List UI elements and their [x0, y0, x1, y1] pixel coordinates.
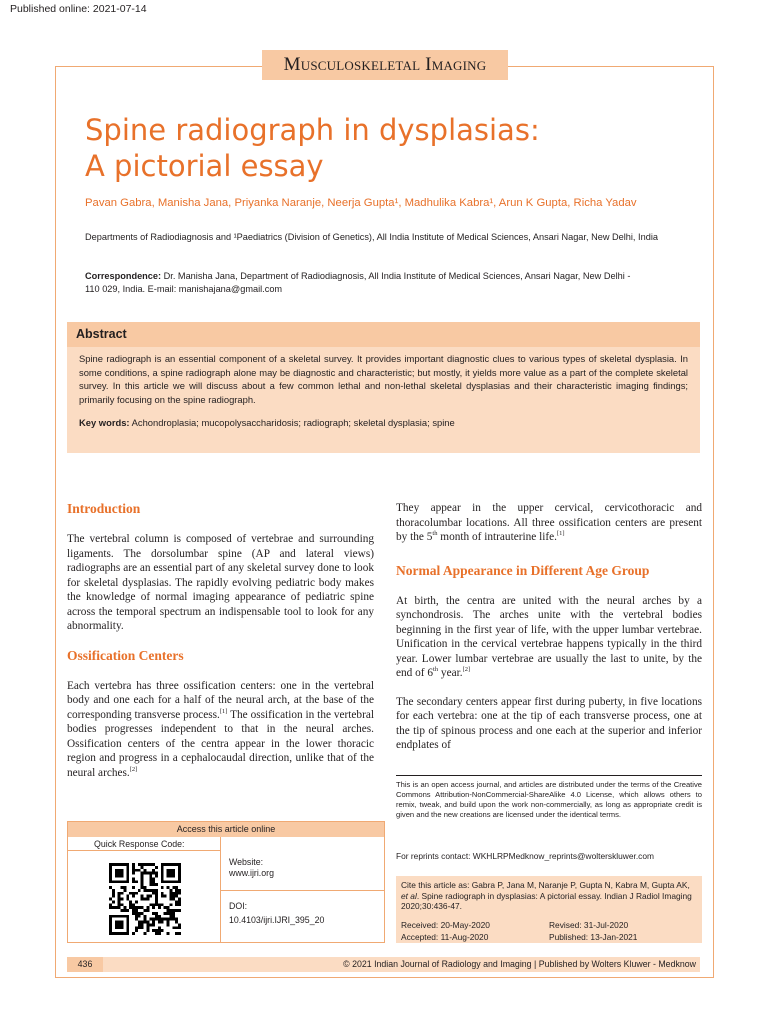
qr-label: Quick Response Code: [68, 837, 220, 851]
section-tag: Musculoskeletal Imaging [262, 50, 508, 80]
access-online-box [67, 821, 385, 943]
introduction-heading: Introduction [67, 501, 141, 516]
citation-etal: et al [401, 890, 417, 901]
received-date: Received: 20-May-2020 [401, 920, 490, 930]
centers-paragraph [396, 501, 702, 545]
keywords-text: Achondroplasia; mucopolysaccharidosis; radiograph; skeletal dysplasia; spine [129, 417, 455, 428]
correspondence [85, 270, 645, 296]
ossification-heading: Ossification Centers [67, 647, 184, 663]
accepted-date: Accepted: 11-Aug-2020 [401, 931, 489, 942]
copyright-line: © 2021 Indian Journal of Radiology and Imaging | Published by Wolters Kluwer - Medknow [343, 959, 696, 969]
centers-ref[interactable]: [1] [557, 530, 565, 538]
doi-value[interactable]: 10.4103/ijri.IJRI_395_20 [229, 915, 325, 925]
correspondence-label: Correspondence: [85, 271, 162, 281]
centers-superscript: th [432, 530, 438, 538]
website-block [229, 857, 274, 879]
correspondence-text: Dr. Manisha Jana, Department of Radiodiagnosis, All India Institute of Medical Sciences, Ansari Nagar, New Delhi - 110 029, India. E-mail: manishajana@gmail.com [85, 271, 631, 294]
author-list: Pavan Gabra, Manisha Jana, Priyanka Naranje, Neerja Gupta¹, Madhulika Kabra¹, Arun K Gupta, Richa Yadav [85, 197, 637, 209]
ossification-ref-1[interactable]: [1] [219, 707, 228, 715]
normal-text-b: year. [438, 667, 463, 679]
affiliation: Departments of Radiodiagnosis and ¹Paediatrics (Division of Genetics), All India Institute of Medical Sciences, Ansari Nagar, New Delhi, India [85, 232, 658, 242]
doi-label: DOI: [229, 901, 248, 911]
doi-block [229, 899, 324, 927]
centers-text-a: They appear in the upper cervical, cervicothoracic and thoracolumbar locations. All three ossification centers are present by the 5 [396, 502, 702, 543]
website-label: Website: [229, 857, 264, 867]
abstract-text: Spine radiograph is an essential component of a skeletal survey. It provides important diagnostic clues to various types of skeletal dysplasia. In some conditions, a spine radiograph alone may be diagnostic and characteristic; but mostly, it yields more value as a part of the complete skeletal survey. In this article we will discuss about a few common lethal and non-lethal skeletal dysplasias and their characteristic imaging findings; primarily focusing on the spine radiograph. [79, 353, 688, 405]
title-line-2: A pictorial essay [85, 149, 324, 183]
doi-divider [221, 890, 384, 891]
normal-text-a: At birth, the centra are united with the neural arches by a synchondrosis. The arches unite with the vertebral bodies beginning in the first year of life, with the upper lumbar vertebrae. Unification in the cervical vertebrae happens typically in the third year. Lower lumbar vertebrae are usually the last to unite, by the end of 6 [396, 594, 702, 679]
left-column [67, 500, 374, 780]
reprints-contact: For reprints contact: WKHLRPMedknow_reprints@wolterskluwer.com [396, 851, 654, 861]
article-dates [401, 920, 697, 942]
secondary-centers-paragraph: The secondary centers appear first during puberty, in five locations for each vertebra: one at the tip of each transverse process, one at the tip of spinous process and one each at the superior and inferior endplates of [396, 695, 702, 751]
published-date: Published: 13-Jan-2021 [549, 931, 638, 942]
article-title [85, 112, 705, 184]
page-footer [67, 957, 700, 972]
qr-cell [68, 837, 221, 943]
ossification-paragraph [67, 679, 374, 781]
website-link[interactable]: www.ijri.org [229, 868, 274, 878]
normal-ref[interactable]: [2] [462, 666, 471, 674]
centers-text-b: month of intrauterine life. [437, 531, 557, 543]
abstract-box [67, 322, 700, 453]
citation-box [396, 876, 702, 943]
citation-text-b: . Spine radiograph in dysplasias: A pictorial essay. Indian J Radiol Imaging 2020;30:436-47. [401, 890, 692, 911]
ossification-ref-2[interactable]: [2] [129, 765, 138, 773]
keywords [67, 406, 700, 429]
normal-appearance-paragraph [396, 594, 702, 681]
introduction-paragraph: The vertebral column is composed of vertebrae and surrounding ligaments. The dorsolumbar spine (AP and lateral views) radiographs are an essential part of any skeletal survey done to look for skeletal dysplasias. The rapidly evolving pediatric body makes the knowledge of normal imaging appearance of pediatric spine across the temporal spectrum an indispensable tool to look for any abnormality. [67, 533, 374, 632]
revised-date: Revised: 31-Jul-2020 [549, 920, 629, 930]
ossification-text-a: Each vertebra has three ossification centers: one in the vertebral body and one each for a half of the neural arch, at the base of the corresponding transverse process. [67, 679, 374, 721]
abstract-heading: Abstract [67, 322, 700, 347]
citation-text [401, 880, 697, 912]
published-online-date: Published online: 2021-07-14 [10, 3, 147, 15]
ossification-text-b: The ossification in the vertebral bodies progresses independent to that in the neural arches. Ossification centers of the centra appear in the lower thoracic region and progress in a cephalocaudal direction, unlike that of the neural arches. [67, 708, 374, 779]
title-line-1: Spine radiograph in dysplasias: [85, 113, 540, 147]
page-number: 436 [67, 957, 103, 972]
citation-text-a: Cite this article as: Gabra P, Jana M, Naranje P, Gupta N, Kabra M, Gupta AK, [401, 880, 690, 890]
right-column [396, 501, 702, 753]
qr-code-icon[interactable] [109, 863, 181, 935]
normal-appearance-heading: Normal Appearance in Different Age Group [396, 562, 650, 578]
open-access-note: This is an open access journal, and articles are distributed under the terms of the Creative Commons Attribution-NonCommercial-ShareAlike 4.0 License, which allows others to remix, tweak, and build upon the work non-commercially, as long as appropriate credit is given and the new creations are licensed under the identical terms. [396, 775, 702, 820]
normal-superscript: th [433, 666, 439, 674]
access-heading: Access this article online [68, 822, 384, 837]
keywords-label: Key words: [79, 417, 130, 428]
